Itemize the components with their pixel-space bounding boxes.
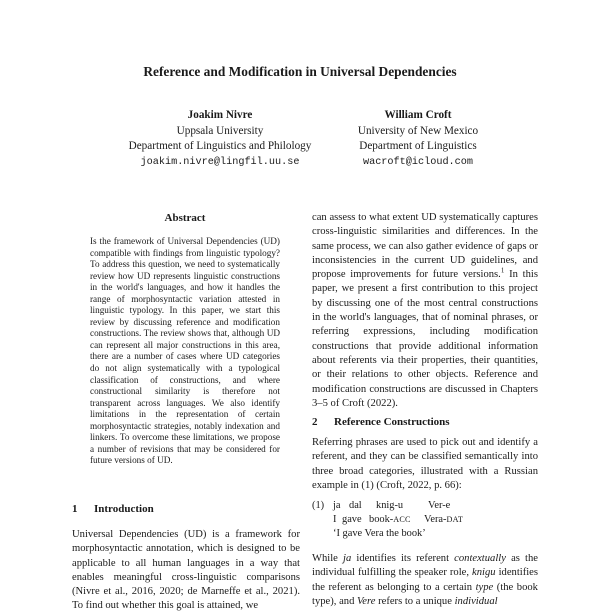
- reference-paragraph: Referring phrases are used to pick out and identify a referent, and they can be classified semantically into three broad categories, illustrated with a Russian example in (1) (Croft, 2022, p. 66):: [312, 437, 538, 491]
- example-word: ja: [333, 500, 341, 511]
- section-number: 1: [72, 503, 78, 515]
- example-gloss: book-ACC: [369, 514, 411, 525]
- paragraph-text: can assess to what extent UD systematically captures cross-linguistic similarities and differences. In the same process, we can also gather evidence of gaps or inconsistencies in the current UD guidelines, and propose improvements for future versions.: [312, 212, 538, 281]
- example-gloss: Vera-DAT: [424, 514, 464, 525]
- section-number: 2: [312, 416, 318, 428]
- section-heading-introduction: [72, 503, 154, 515]
- author-name: William Croft: [384, 109, 452, 121]
- example-gloss: I: [333, 514, 337, 525]
- column2-paragraph: [312, 211, 538, 411]
- example-word: knig-u: [376, 500, 404, 511]
- author-block: [318, 108, 518, 170]
- example-translation: ‘I gave Vera the book’: [333, 528, 426, 539]
- section-title: Reference Constructions: [334, 416, 450, 428]
- section-title: Introduction: [94, 503, 154, 515]
- abstract-heading: Abstract: [164, 212, 206, 224]
- introduction-text: Universal Dependencies (UD) is a framework for morphosyntactic annotation, which is designed to be applicable to all human languages in a way that enables meaningful cross-linguistic comparisons (Nivre et al., 2016, 2020; de Marneffe et al., 2021). To find out whether this goal is attained, we: [72, 529, 300, 612]
- author-block: [95, 108, 345, 170]
- example-gloss: gave: [342, 514, 362, 525]
- abstract-text: Is the framework of Universal Dependencies (UD) compatible with findings from linguistic typology? To address this question, we need to systematically review how UD represents linguistic constructions in the world's languages, and how it handles the range of morphosyntactic variation attested in linguistic typology. In this paper, we start this review by discussing reference and modification constructions. The review shows that, although UD can represent all major constructions in this area, there are a number of cases where UD categories do not align systematically with a typological classification of constructions, and where constructional similarity is therefore not transparent across languages. We also identify limitations in the representation of certain morphosyntactic strategies, notably indexation and linkers. To overcome these limitations, we propose a number of revisions that may be considered for future versions of UD.: [90, 236, 280, 466]
- author-name: Joakim Nivre: [187, 109, 253, 121]
- author-department: Department of Linguistics and Philology: [128, 140, 312, 152]
- footnote-mark: 1: [500, 266, 505, 275]
- example-word: Ver-e: [428, 500, 451, 511]
- example-number: (1): [312, 500, 325, 511]
- author-affiliation: Uppsala University: [176, 124, 264, 137]
- author-email: joakim.nivre@lingfil.uu.se: [140, 156, 300, 168]
- paragraph-text: In this paper, we present a first contribution to this project by discussing one of the most central constructions in the world's languages, that of nominal phrases, or referring expressions, including modification constructions that provide additional information about referents via their properties, their quantities, or their relations to other objects. Reference and modification constructions are discussed in Chapters 3–5 of Croft (2022).: [312, 269, 538, 409]
- section-heading-reference: [312, 416, 450, 428]
- author-email: wacroft@icloud.com: [362, 156, 474, 168]
- example-word: dal: [349, 500, 362, 511]
- example-discussion-paragraph: While ja identifies its referent contextually as the individual fulfilling the speaker role, knigu identifies the referent as belonging to a certain type (the book type), and Vere refers to a unique individual: [312, 553, 538, 607]
- author-affiliation: University of New Mexico: [357, 124, 479, 137]
- paper-title: Reference and Modification in Universal Dependencies: [143, 64, 457, 79]
- author-department: Department of Linguistics: [359, 140, 477, 152]
